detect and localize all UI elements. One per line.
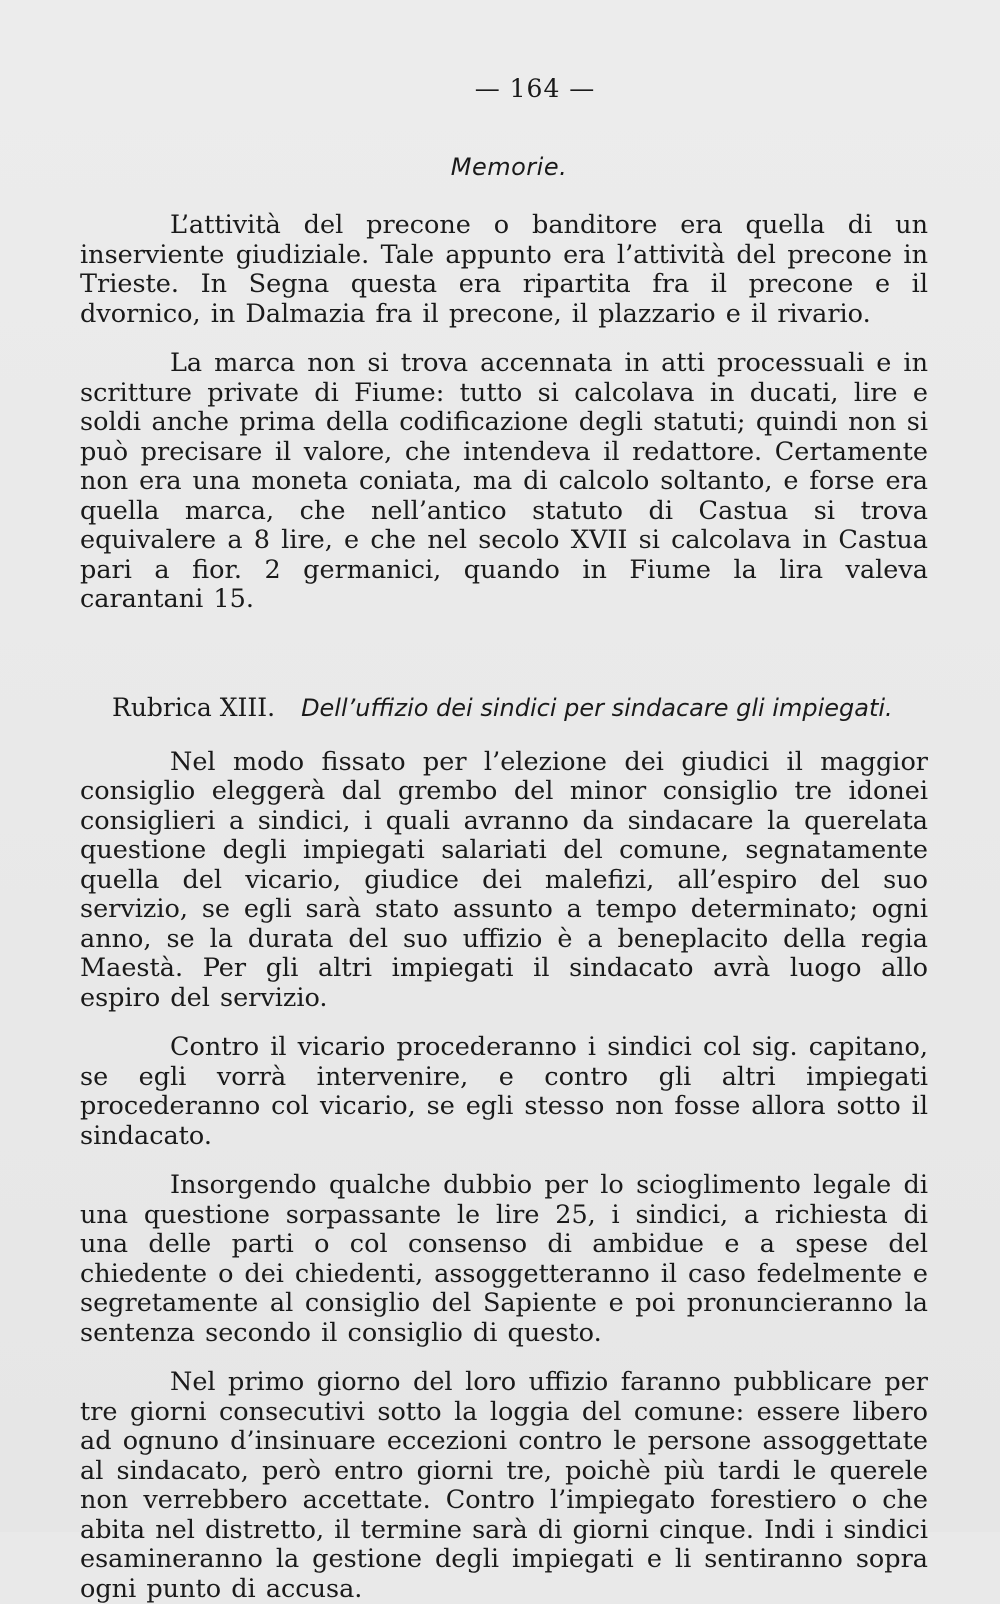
rubric-heading [112,693,928,722]
rubric-paragraph-3: Insorgendo qualche dubbio per lo scioglimento legale di una questione sorpassante le lire 25, i sindici, a richiesta di una delle parti o col consenso di ambidue e a spese del chiedente o dei chiedenti, assoggetteranno il caso fedelmente e segretamente al consiglio del Sapiente e poi pronuncieranno la sentenza secondo il consiglio di questo. [80,1170,928,1348]
rubric-paragraph-1: Nel modo fissato per l’elezione dei giudici il maggior consiglio eleggerà dal grembo del minor consiglio tre idonei consiglieri a sindici, i quali avranno da sindacare la querelata questione degli impiegati salariati del comune, segnatamente quella del vicario, giudice dei malefizi, all’espiro del suo servizio, se egli sarà stato assunto a tempo determinato; ogni anno, se la durata del suo uffizio è a beneplacito della regia Maestà. Per gli altri impiegati il sindacato avrà luogo allo espiro del servizio. [80,746,928,1013]
memorie-paragraph-1: L’attività del precone o banditore era quella di un inserviente giudiziale. Tale appunto era l’attività del precone in Trieste. In Segna questa era ripartita fra il precone e il dvornico, in Dalmazia fra il precone, il plazzario e il rivario. [80,210,928,329]
rubric-paragraph-2: Contro il vicario procederanno i sindici col sig. capitano, se egli vorrà intervenire, e contro gli altri impiegati procederanno col vicario, se egli stesso non fosse allora sotto il sindacato. [80,1032,928,1151]
memorie-paragraph-2: La marca non si trova accennata in atti processuali e in scritture private di Fiume: tutto si calcolava in ducati, lire e soldi anche prima della codificazione degli statuti; quindi non si può precisare il valore, che intendeva il redattore. Certamente non era una moneta coniata, ma di calcolo soltanto, e forse era quella marca, che nell’antico statuto di Castua si trova equivalere a 8 lire, e che nel secolo XVII si calcolava in Castua pari a fior. 2 germanici, quando in Fiume la lira valeva carantani 15. [80,348,928,614]
page-number: — 164 — [474,74,596,103]
memorie-heading: Memorie. [450,153,568,181]
rubric-paragraph-4: Nel primo giorno del loro uffizio faranno pubblicare per tre giorni consecutivi sotto la loggia del comune: essere libero ad ognuno d’insinuare eccezioni contro le persone assoggettate al sindacato, però entro giorni tre, poichè più tardi le querele non verrebbero accettate. Contro l’impiegato forestiero o che abita nel distretto, il termine sarà di giorni cinque. Indi i sindici esamineranno la gestione degli impiegati e li sentiranno sopra ogni punto di accusa. [80,1367,928,1604]
rubric-label: Rubrica XIII. [112,692,276,722]
rubric-title: Dell’uffizio dei sindici per sindacare gli impiegati. [301,693,893,722]
